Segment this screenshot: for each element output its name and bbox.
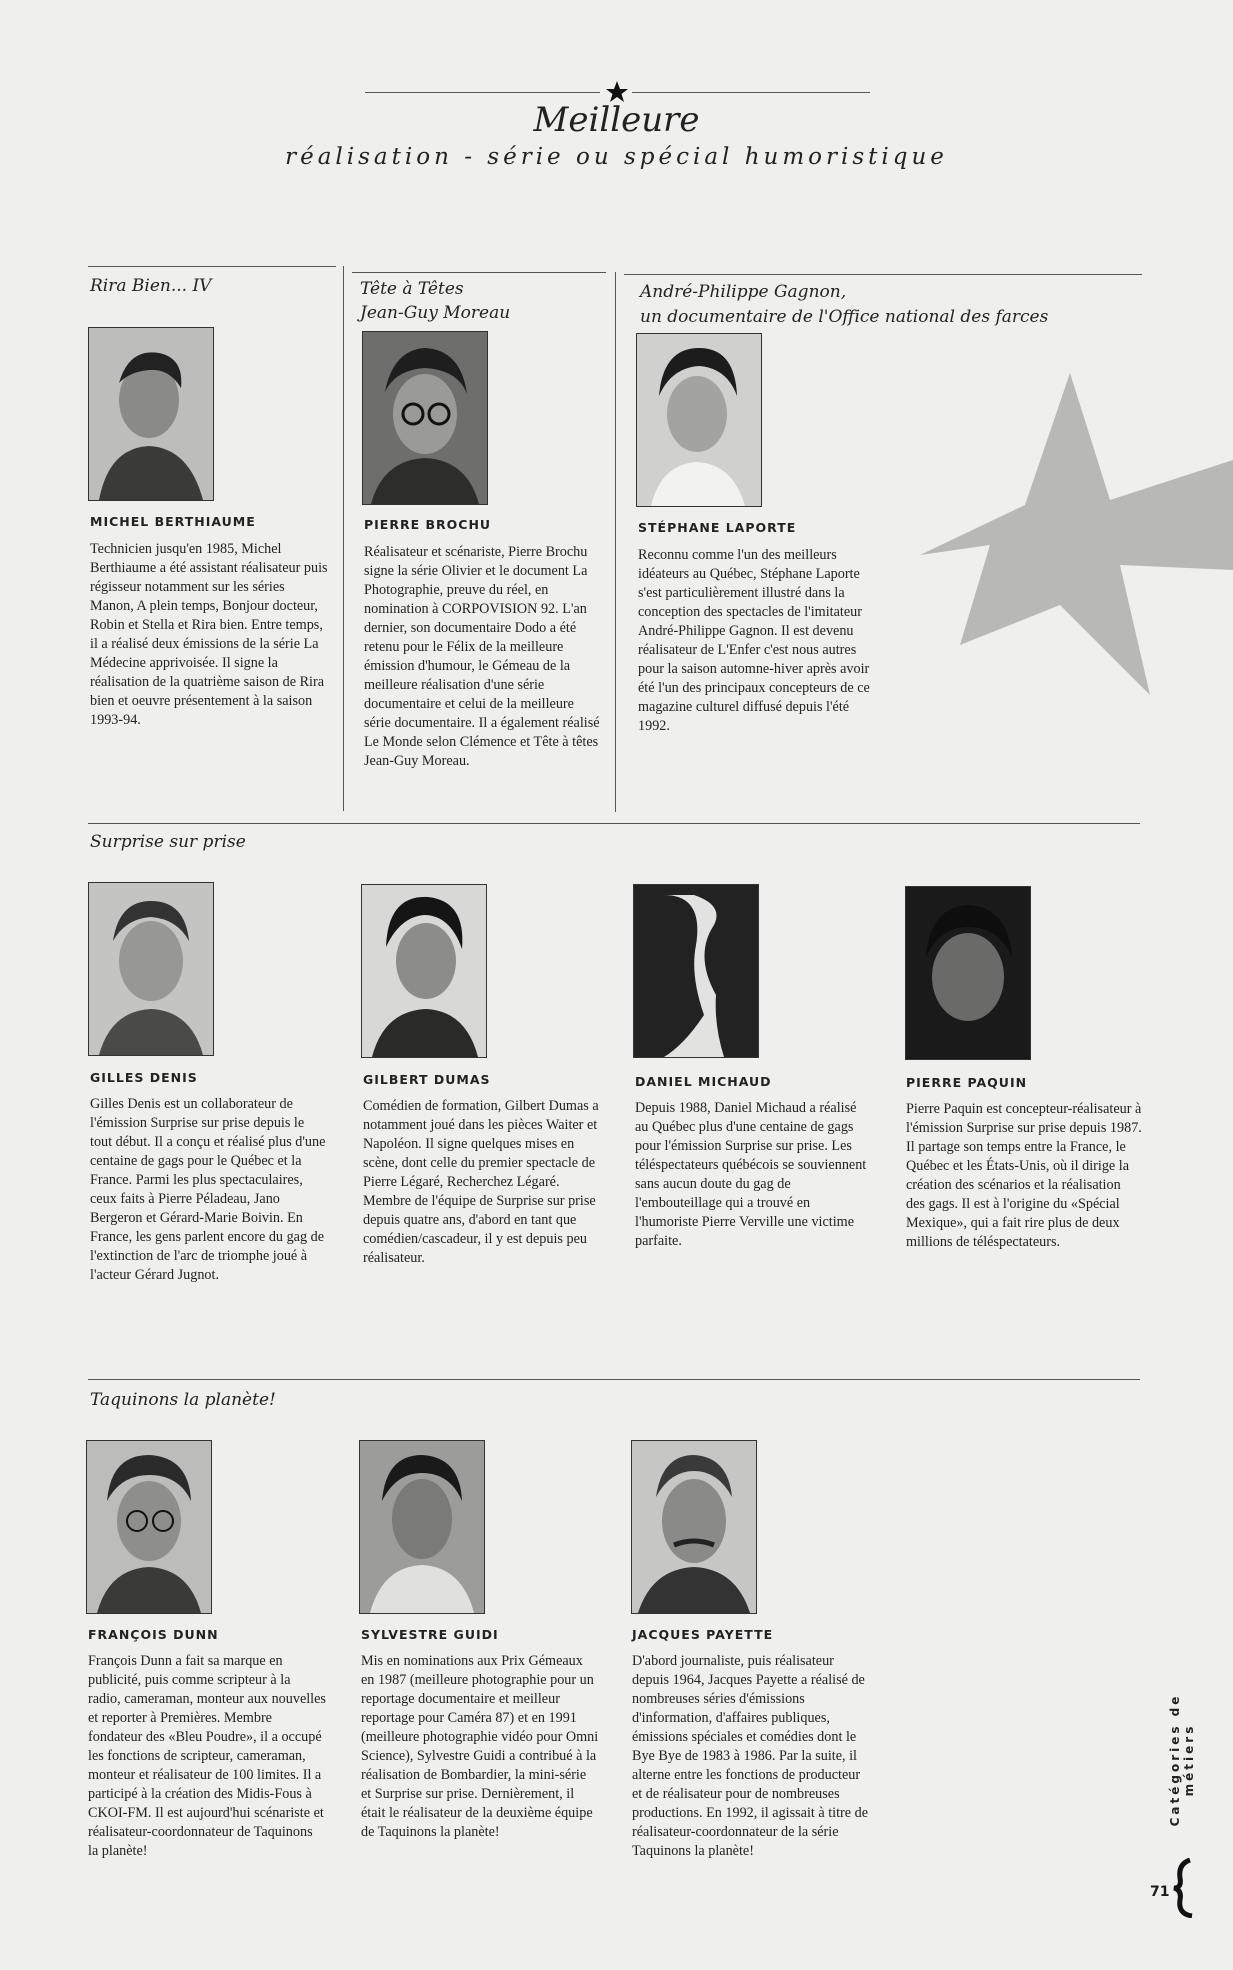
side-category-label: Catégories de métiers	[1168, 1693, 1196, 1827]
person-bio-gilbert-dumas: Comédien de formation, Gilbert Dumas a notamment joué dans les pièces Waiter et Napoléon. Il signe quelques mises en scène, dont celle du premier spectacle de Pierre Légaré, Recherchez Légaré. Membre de l'équipe de Surprise sur prise depuis quatre ans, d'abord en tant que comédien/cascadeur, il y est depuis peu réalisateur.	[363, 1098, 599, 1266]
person-name-sylvestre-guidi: SYLVESTRE GUIDI	[361, 1627, 499, 1642]
person-name-michel-berthiaume: MICHEL BERTHIAUME	[90, 514, 256, 529]
person-bio-stephane-laporte: Reconnu comme l'un des meilleurs idéateurs au Québec, Stéphane Laporte s'est particulièrement illustré dans la conception des spectacles de l'imitateur André-Philippe Gagnon. Il est devenu réalisateur de L'Enfer c'est nous autres pour la saison automne-hiver après avoir été l'un des principaux concepteurs de ce magazine culturel diffusé depuis l'été 1992.	[638, 547, 870, 734]
section-title-rira-bien: Rira Bien... IV	[90, 276, 212, 296]
person-bio-jacques-payette: D'abord journaliste, puis réalisateur depuis 1964, Jacques Payette a réalisé de nombreuses séries d'émissions d'information, d'affaires publiques, émissions spéciales et comédies dont le Bye Bye de 1983 à 1986. Par la suite, il alterne entre les fonctions de producteur et de réalisateur pour de nombreuses productions. En 1992, il agissait à titre de réalisateur-coordonnateur de la série Taquinons la planète!	[632, 1653, 869, 1859]
header-rule-left	[365, 92, 600, 93]
page-title: Meilleure	[533, 100, 700, 140]
person-name-stephane-laporte: STÉPHANE LAPORTE	[638, 520, 797, 535]
column-divider	[615, 272, 616, 812]
section-title-surprise-sur-prise: Surprise sur prise	[90, 832, 246, 852]
portrait-photo-stephane-laporte	[636, 333, 762, 507]
section-rule	[88, 266, 336, 267]
person-name-daniel-michaud: DANIEL MICHAUD	[635, 1074, 772, 1089]
section-title-taquinons: Taquinons la planète!	[90, 1390, 276, 1410]
section-title-tete-a-tetes-line2: Jean-Guy Moreau	[360, 303, 511, 323]
portrait-photo-pierre-brochu	[362, 331, 488, 505]
person-name-gilles-denis: GILLES DENIS	[90, 1070, 198, 1085]
section-rule	[88, 823, 1140, 824]
person-bio-gilles-denis: Gilles Denis est un collaborateur de l'émission Surprise sur prise depuis le tout début. Il a conçu et réalisé plus d'une centaine de gags pour le Québec et la France. Parmi les plus spectaculaires, ceux faits à Pierre Péladeau, Jano Bergeron et Gérard-Marie Boivin. En France, les gens parlent encore du gag de l'extinction de l'arc de triomphe joué à l'acteur Gérard Jugnot.	[90, 1096, 326, 1283]
person-bio-francois-dunn: François Dunn a fait sa marque en publicité, puis comme scripteur à la radio, cameraman, monteur aux nouvelles et reporter à Premières. Membre fondateur des «Bleu Poudre», il a occupé les fonctions de scripteur, cameraman, monteur et réalisateur de 100 limites. Il a participé à la création des Midis-Fous à CKOI-FM. Il est aujourd'hui scénariste et réalisateur-coordonnateur de Taquinons la planète!	[88, 1653, 326, 1859]
section-title-tete-a-tetes: Tête à Têtes	[360, 279, 464, 299]
portrait-photo-sylvestre-guidi	[359, 1440, 485, 1614]
person-name-gilbert-dumas: GILBERT DUMAS	[363, 1072, 491, 1087]
section-title-andre-philippe-line2: un documentaire de l'Office national des farces	[640, 307, 1049, 327]
section-rule	[352, 272, 606, 273]
section-rule	[624, 274, 1142, 275]
portrait-photo-francois-dunn	[86, 1440, 212, 1614]
person-name-pierre-brochu: PIERRE BROCHU	[364, 517, 492, 532]
person-bio-daniel-michaud: Depuis 1988, Daniel Michaud a réalisé au Québec plus d'une centaine de gags pour l'émission Surprise sur prise. Les téléspectateurs québécois se souviennent sans aucun doute du gag de l'embouteillage qui a trouvé en l'humoriste Pierre Verville une victime parfaite.	[635, 1100, 867, 1249]
person-bio-pierre-paquin: Pierre Paquin est concepteur-réalisateur à l'émission Surprise sur prise depuis 1987. Il partage son temps entre la France, le Québec et les États-Unis, où il dirige la création des scénarios et la réalisation des gags. Il est à l'origine du «Spécial Mexique», qui a fait rire plus de deux millions de téléspectateurs.	[906, 1101, 1142, 1250]
portrait-photo-jacques-payette	[631, 1440, 757, 1614]
portrait-photo-pierre-paquin	[905, 886, 1031, 1060]
page-subtitle: réalisation - série ou spécial humoristique	[285, 144, 948, 170]
section-title-andre-philippe: André-Philippe Gagnon,	[640, 282, 847, 302]
decorative-star-icon	[920, 365, 1233, 695]
section-rule	[88, 1379, 1140, 1380]
portrait-photo-michel-berthiaume	[88, 327, 214, 501]
portrait-photo-gilbert-dumas	[361, 884, 487, 1058]
person-bio-pierre-brochu: Réalisateur et scénariste, Pierre Brochu signe la série Olivier et le document La Photographie, preuve du réel, en nomination à CORPOVISION 92. L'an dernier, son documentaire Dodo a été retenu pour le Félix de la meilleure émission d'humour, le Gémeau de la meilleure réalisation d'une série documentaire et celui de la meilleure série documentaire. Il a également réalisé Le Monde selon Clémence et Tête à têtes Jean-Guy Moreau.	[364, 544, 600, 769]
person-name-pierre-paquin: PIERRE PAQUIN	[906, 1075, 1028, 1090]
header-rule-right	[632, 92, 870, 93]
sculpture-photo-daniel-michaud	[633, 884, 759, 1058]
page-number: 71	[1150, 1884, 1170, 1900]
person-name-jacques-payette: JACQUES PAYETTE	[632, 1627, 774, 1642]
bracket-ornament-icon	[1170, 1858, 1198, 1918]
column-divider	[343, 266, 344, 811]
person-bio-michel-berthiaume: Technicien jusqu'en 1985, Michel Berthiaume a été assistant réalisateur puis régisseur notamment sur les séries Manon, A plein temps, Bonjour docteur, Robin et Stella et Rira bien. Entre temps, il a réalisé deux émissions de la série La Médecine apprivoisée. Il signe la réalisation de la quatrième saison de Rira bien et oeuvre présentement à la saison 1993-94.	[90, 541, 328, 728]
person-name-francois-dunn: FRANÇOIS DUNN	[88, 1627, 219, 1642]
person-bio-sylvestre-guidi: Mis en nominations aux Prix Gémeaux en 1987 (meilleure photographie pour un reportage documentaire et meilleur reportage pour Caméra 87) et en 1991 (meilleure photographie vidéo pour Omni Science), Sylvestre Guidi a contribué à la réalisation de Bombardier, la mini-série et Surprise sur prise. Dernièrement, il était le réalisateur de la deuxième équipe de Taquinons la planète!	[361, 1653, 599, 1840]
portrait-photo-gilles-denis	[88, 882, 214, 1056]
